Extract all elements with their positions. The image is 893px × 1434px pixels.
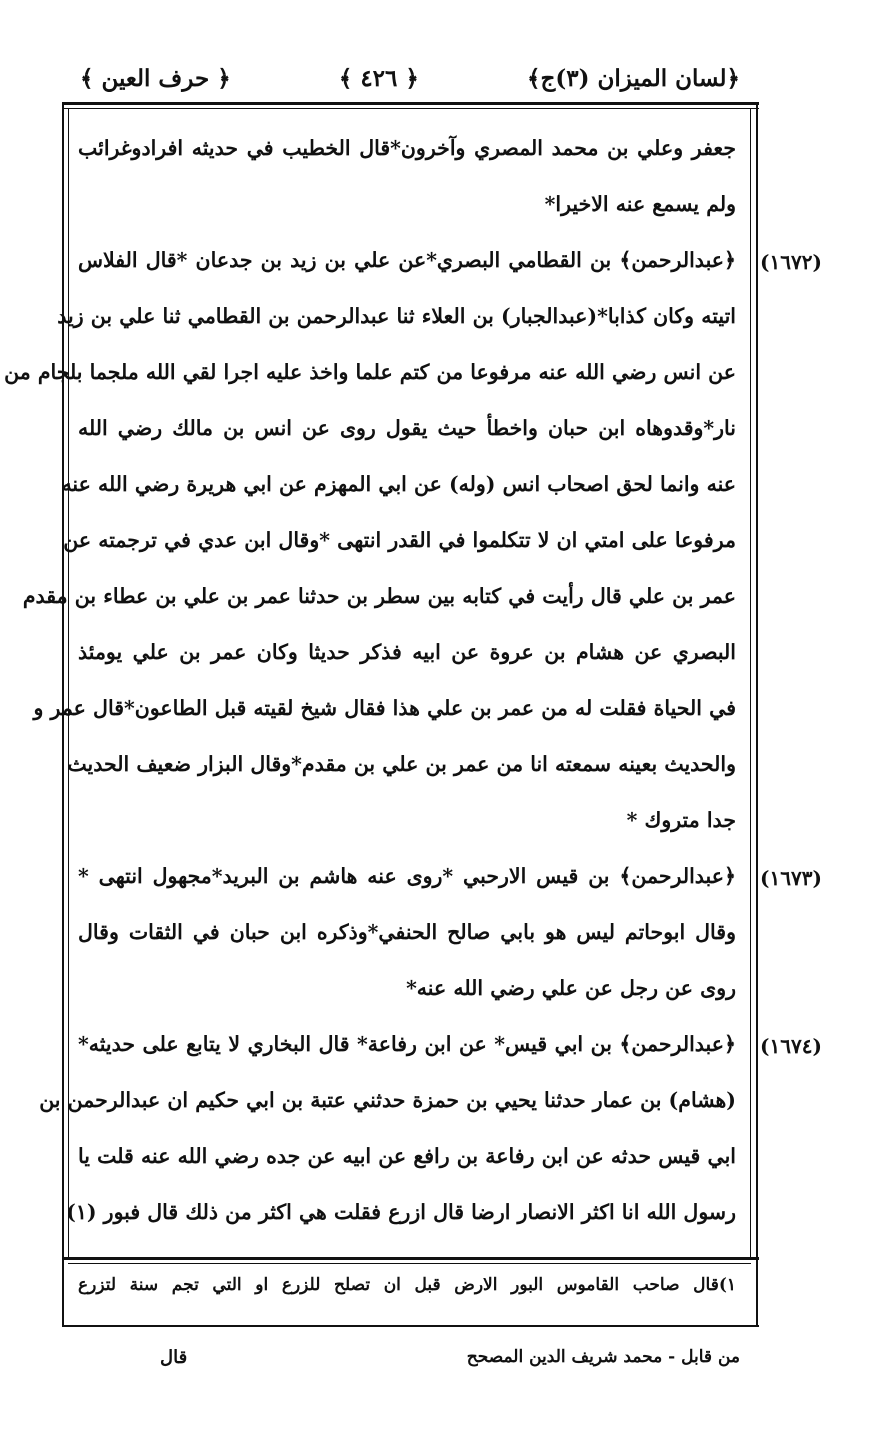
text-line: في الحياة فقلت له من عمر بن علي هذا فقال شيخ لقيته قبل الطاعون*قال عمر و	[33, 696, 736, 720]
text-line: اتيته وكان كذابا*(عبدالجبار) بن العلاء ثنا عبدالرحمن بن القطامي ثنا علي بن زيد	[57, 304, 736, 328]
page-number: ﴿ ٤٢٦ ﴾	[338, 64, 419, 92]
text-line: ﴿عبدالرحمن﴾ بن القطامي البصري*عن علي بن زيد بن جدعان *قال الفلاس	[78, 248, 736, 272]
header-rule-thick	[62, 102, 759, 105]
bottom-rule	[62, 1325, 759, 1327]
text-line: رسول الله انا اكثر الانصار ارضا قال ازرع فقلت هي اكثر من ذلك قال فبور (١)	[66, 1200, 736, 1224]
proofreader-note: من قابل - محمد شريف الدين المصحح	[466, 1347, 740, 1367]
header-rule-thin	[62, 108, 759, 109]
entry-number-1673: (١٦٧٣)	[760, 866, 822, 890]
frame-right-inner	[750, 108, 751, 1258]
section-title: ﴿ حرف العين ﴾	[80, 64, 231, 92]
text-line: عنه وانما لحق اصحاب انس (وله) عن ابي المهزم عن ابي هريرة رضي الله عنه	[61, 472, 736, 496]
text-line: روى عن رجل عن علي رضي الله عنه*	[406, 976, 736, 1000]
text-line: ولم يسمع عنه الاخيرا*	[544, 192, 736, 216]
book-title: ﴿لسان الميزان (۳)ج﴾	[527, 64, 740, 92]
running-head	[80, 58, 740, 98]
text-line: عن انس رضي الله عنه مرفوعا من كتم علما واخذ عليه اجرا لقي الله ملجما بلجام من	[4, 360, 736, 384]
text-line: جدا متروك *	[626, 808, 736, 832]
text-line: والحديث بعينه سمعته انا من عمر بن علي بن مقدم*وقال البزار ضعيف الحديث	[67, 752, 736, 776]
frame-right-outer	[756, 102, 758, 1327]
main-text	[4, 120, 736, 1240]
footnote-rule-thick	[62, 1257, 759, 1260]
text-line: ﴿عبدالرحمن﴾ بن قيس الارحبي *روى عنه هاشم بن البريد*مجهول انتهى *	[78, 864, 736, 888]
entry-number-1674: (١٦٧٤)	[760, 1034, 822, 1058]
catchword: قال	[160, 1347, 188, 1368]
text-line: وقال ابوحاتم ليس هو بابي صالح الحنفي*وذكره ابن حبان في الثقات وقال	[78, 920, 736, 944]
text-line: (هشام) بن عمار حدثنا يحيي بن حمزة حدثني عتبة بن ابي حكيم ان عبدالرحمن بن	[39, 1088, 736, 1112]
footnote: ١)قال صاحب القاموس البور الارض قبل ان تصلح للزرع او التي تجم سنة لتزرع	[78, 1275, 736, 1295]
entry-number-1672: (١٦٧٢)	[760, 250, 822, 274]
text-line: جعفر وعلي بن محمد المصري وآخرون*قال الخطيب في حديثه افرادوغرائب	[78, 136, 736, 160]
text-line: ﴿عبدالرحمن﴾ بن ابي قيس* عن ابن رفاعة* قال البخاري لا يتابع على حديثه*	[78, 1032, 736, 1056]
text-line: مرفوعا على امتي ان لا تتكلموا في القدر انتهى *وقال ابن عدي في ترجمته عن	[63, 528, 736, 552]
text-line: نار*وقدوهاه ابن حبان واخطأ حيث يقول روى عن انس بن مالك رضي الله	[78, 416, 736, 440]
footnote-rule-thin	[68, 1263, 751, 1264]
text-line: ابي قيس حدثه عن ابن رفاعة بن رافع عن ابيه عن جده رضي الله عنه قلت يا	[78, 1144, 736, 1168]
text-line: البصري عن هشام بن عروة عن ابيه فذكر حديثا وكان عمر بن علي يومئذ	[78, 640, 736, 664]
text-line: عمر بن علي قال رأيت في كتابه بين سطر بن حدثنا عمر بن علي بن عطاء بن مقدم	[22, 584, 736, 608]
